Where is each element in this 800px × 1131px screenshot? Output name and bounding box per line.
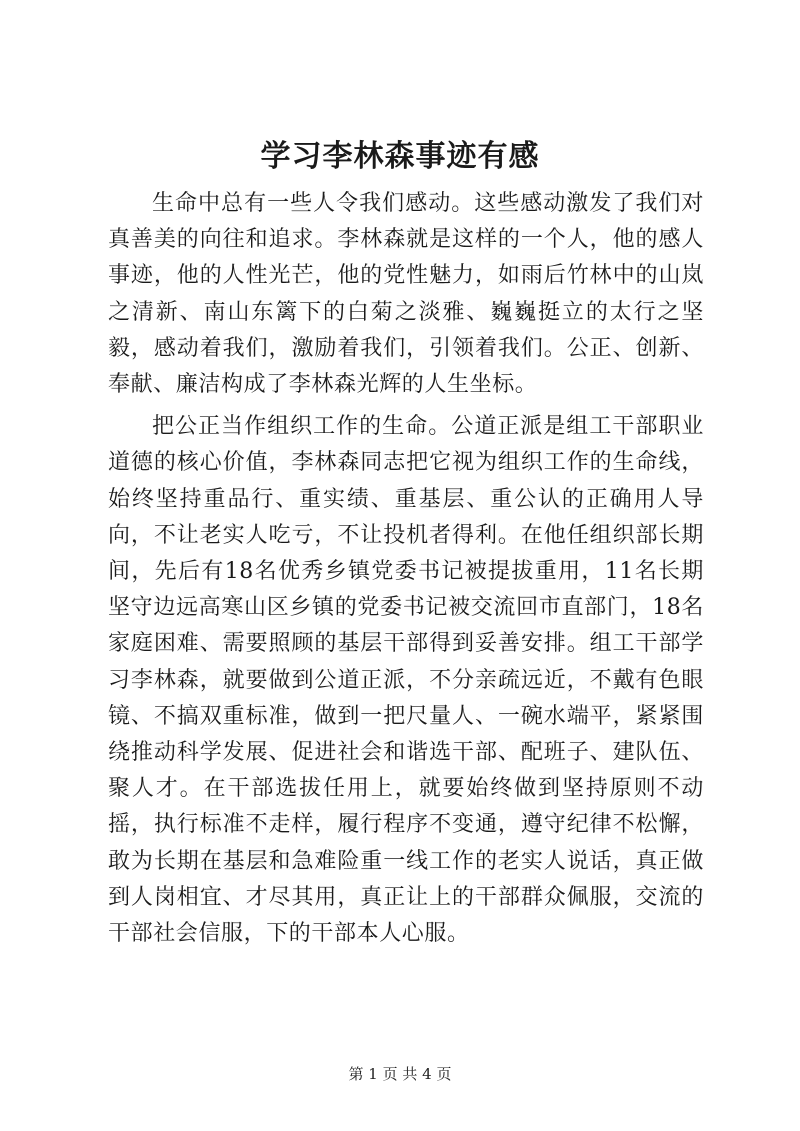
paragraph-2: 把公正当作组织工作的生命。公道正派是组工干部职业道德的核心价值，李林森同志把它视为组织工作的生命线，始终坚持重品行、重实绩、重基层、重公认的正确用人导向，不让老实人吃亏，不让投机者得利。在他任组织部长期间，先后有18名优秀乡镇党委书记被提拔重用，11名长期坚守边远高寒山区乡镇的党委书记被交流回市直部门，18名家庭困难、需要照顾的基层干部得到妥善安排。组工干部学习李林森，就要做到公道正派，不分亲疏远近，不戴有色眼镜、不搞双重标准，做到一把尺量人、一碗水端平，紧紧围绕推动科学发展、促进社会和谐选干部、配班子、建队伍、聚人才。在干部选拔任用上，就要始终做到坚持原则不动摇，执行标准不走样，履行程序不变通，遵守纪律不松懈，敢为长期在基层和急难险重一线工作的老实人说话，真正做到人岗相宜、才尽其用，真正让上的干部群众佩服，交流的干部社会信服，下的干部本人心服。: [108, 414, 704, 947]
document-title: 学习李林森事迹有感: [260, 139, 540, 174]
page-footer: 第 1 页 共 4 页: [348, 1065, 452, 1083]
document-body: [108, 186, 704, 952]
paragraph-1: 生命中总有一些人令我们感动。这些感动激发了我们对真善美的向往和追求。李林森就是这样的一个人，他的感人事迹，他的人性光芒，他的党性魅力，如雨后竹林中的山岚之清新、南山东篱下的白菊之淡雅、巍巍挺立的太行之坚毅，感动着我们，激励着我们，引领着我们。公正、创新、奉献、廉洁构成了李林森光辉的人生坐标。: [108, 191, 704, 398]
